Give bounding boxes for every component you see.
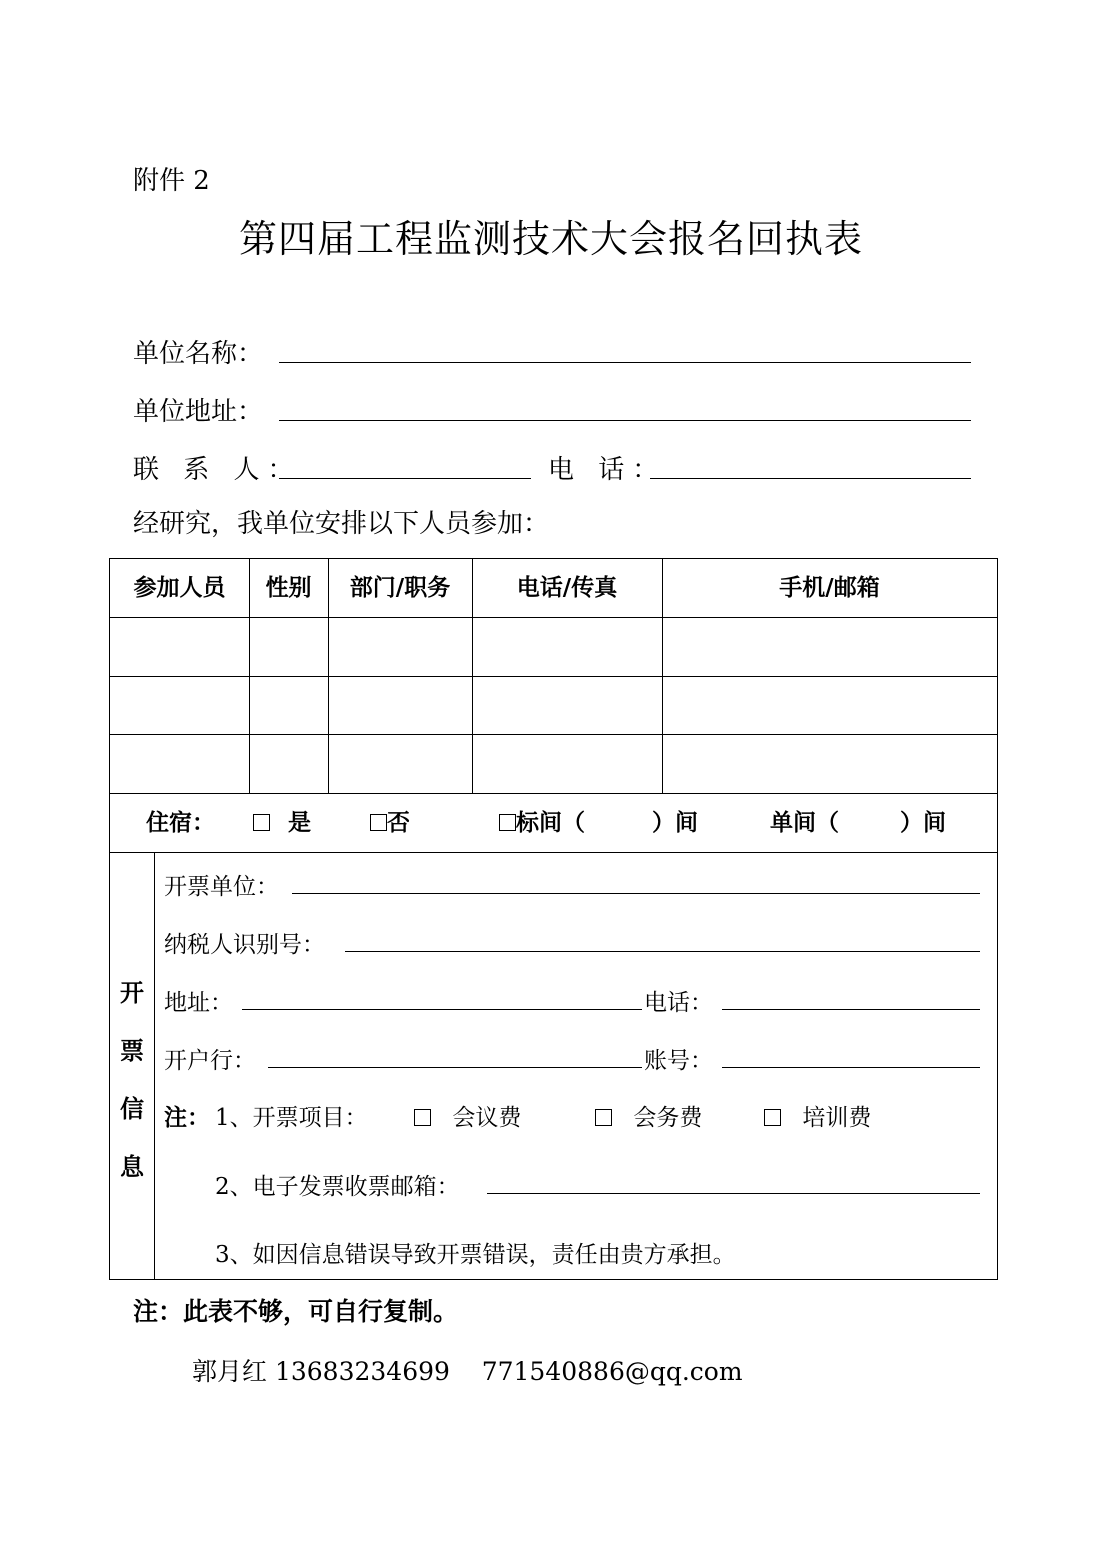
email-field[interactable] [487, 1193, 980, 1194]
invoice-note-prefix: 注： [164, 1105, 210, 1131]
table-row[interactable] [110, 735, 997, 793]
account-label: 账号： [644, 1048, 713, 1074]
unit-address-field[interactable] [279, 420, 971, 421]
header-mobile-email: 手机/邮箱 [779, 575, 880, 601]
header-gender: 性别 [265, 575, 312, 601]
bank-field[interactable] [268, 1067, 642, 1068]
table-row[interactable] [110, 677, 997, 734]
phone-field[interactable] [650, 478, 971, 479]
header-department: 部门/职务 [349, 575, 451, 601]
account-field[interactable] [722, 1067, 980, 1068]
unit-name-label: 单位名称： [133, 339, 264, 369]
header-attendee: 参加人员 [133, 575, 226, 601]
checkbox-icon[interactable] [595, 1109, 612, 1126]
item-conference-fee[interactable]: 会议费 [414, 1099, 521, 1132]
checkbox-icon[interactable] [253, 814, 270, 831]
phone-label: 电 话： [548, 455, 667, 485]
invoice-note-1: 1、开票项目： [215, 1105, 368, 1131]
invoice-note-2: 2、电子发票收票邮箱： [215, 1174, 460, 1200]
lodging-label: 住宿： [146, 810, 215, 836]
standard-room-option[interactable] [499, 794, 585, 852]
contact-person-label: 联 系 人： [133, 455, 302, 485]
invoice-address-field[interactable] [242, 1009, 642, 1010]
checkbox-icon[interactable] [370, 814, 387, 831]
lodging-no-option[interactable] [370, 794, 410, 852]
checkbox-icon[interactable] [414, 1109, 431, 1126]
invoice-info-label: 开 票 信 息 [120, 979, 144, 1181]
footer-note: 注：此表不够，可自行复制。 [133, 1297, 459, 1326]
header-phone-fax: 电话/传真 [516, 575, 618, 601]
lodging-yes-label: 是 [288, 810, 312, 836]
table-row[interactable] [110, 618, 997, 676]
unit-address-label: 单位地址： [133, 397, 264, 427]
taxpayer-id-field[interactable] [345, 951, 980, 952]
taxpayer-id-label: 纳税人识别号： [164, 932, 325, 958]
contact-person-field[interactable] [279, 478, 531, 479]
checkbox-icon[interactable] [499, 814, 516, 831]
attachment-label: 附件 2 [133, 166, 210, 196]
invoice-unit-field[interactable] [292, 893, 980, 894]
contact-info: 郭月红 13683234699 771540886@qq.com [192, 1357, 743, 1386]
single-room-label: 单间（ [770, 810, 839, 836]
single-room-unit: ）间 [900, 810, 946, 836]
invoice-unit-label: 开票单位： [164, 874, 279, 900]
invoice-phone-field[interactable] [722, 1009, 980, 1010]
intro-text: 经研究，我单位安排以下人员参加： [133, 509, 550, 539]
standard-room-unit: ）间 [652, 810, 698, 836]
lodging-no-label: 否 [387, 810, 410, 836]
item-service-fee[interactable]: 会务费 [595, 1099, 702, 1132]
invoice-note-3: 3、如因信息错误导致开票错误，责任由贵方承担。 [215, 1242, 736, 1268]
invoice-phone-label: 电话： [644, 990, 713, 1016]
standard-room-label: 标间（ [516, 810, 585, 836]
unit-name-field[interactable] [279, 362, 971, 363]
invoice-address-label: 地址： [164, 990, 233, 1016]
page-title: 第四届工程监测技术大会报名回执表 [238, 217, 863, 261]
bank-label: 开户行： [164, 1048, 256, 1074]
item-training-fee[interactable]: 培训费 [764, 1099, 871, 1132]
lodging-yes-option[interactable] [253, 794, 311, 852]
checkbox-icon[interactable] [764, 1109, 781, 1126]
